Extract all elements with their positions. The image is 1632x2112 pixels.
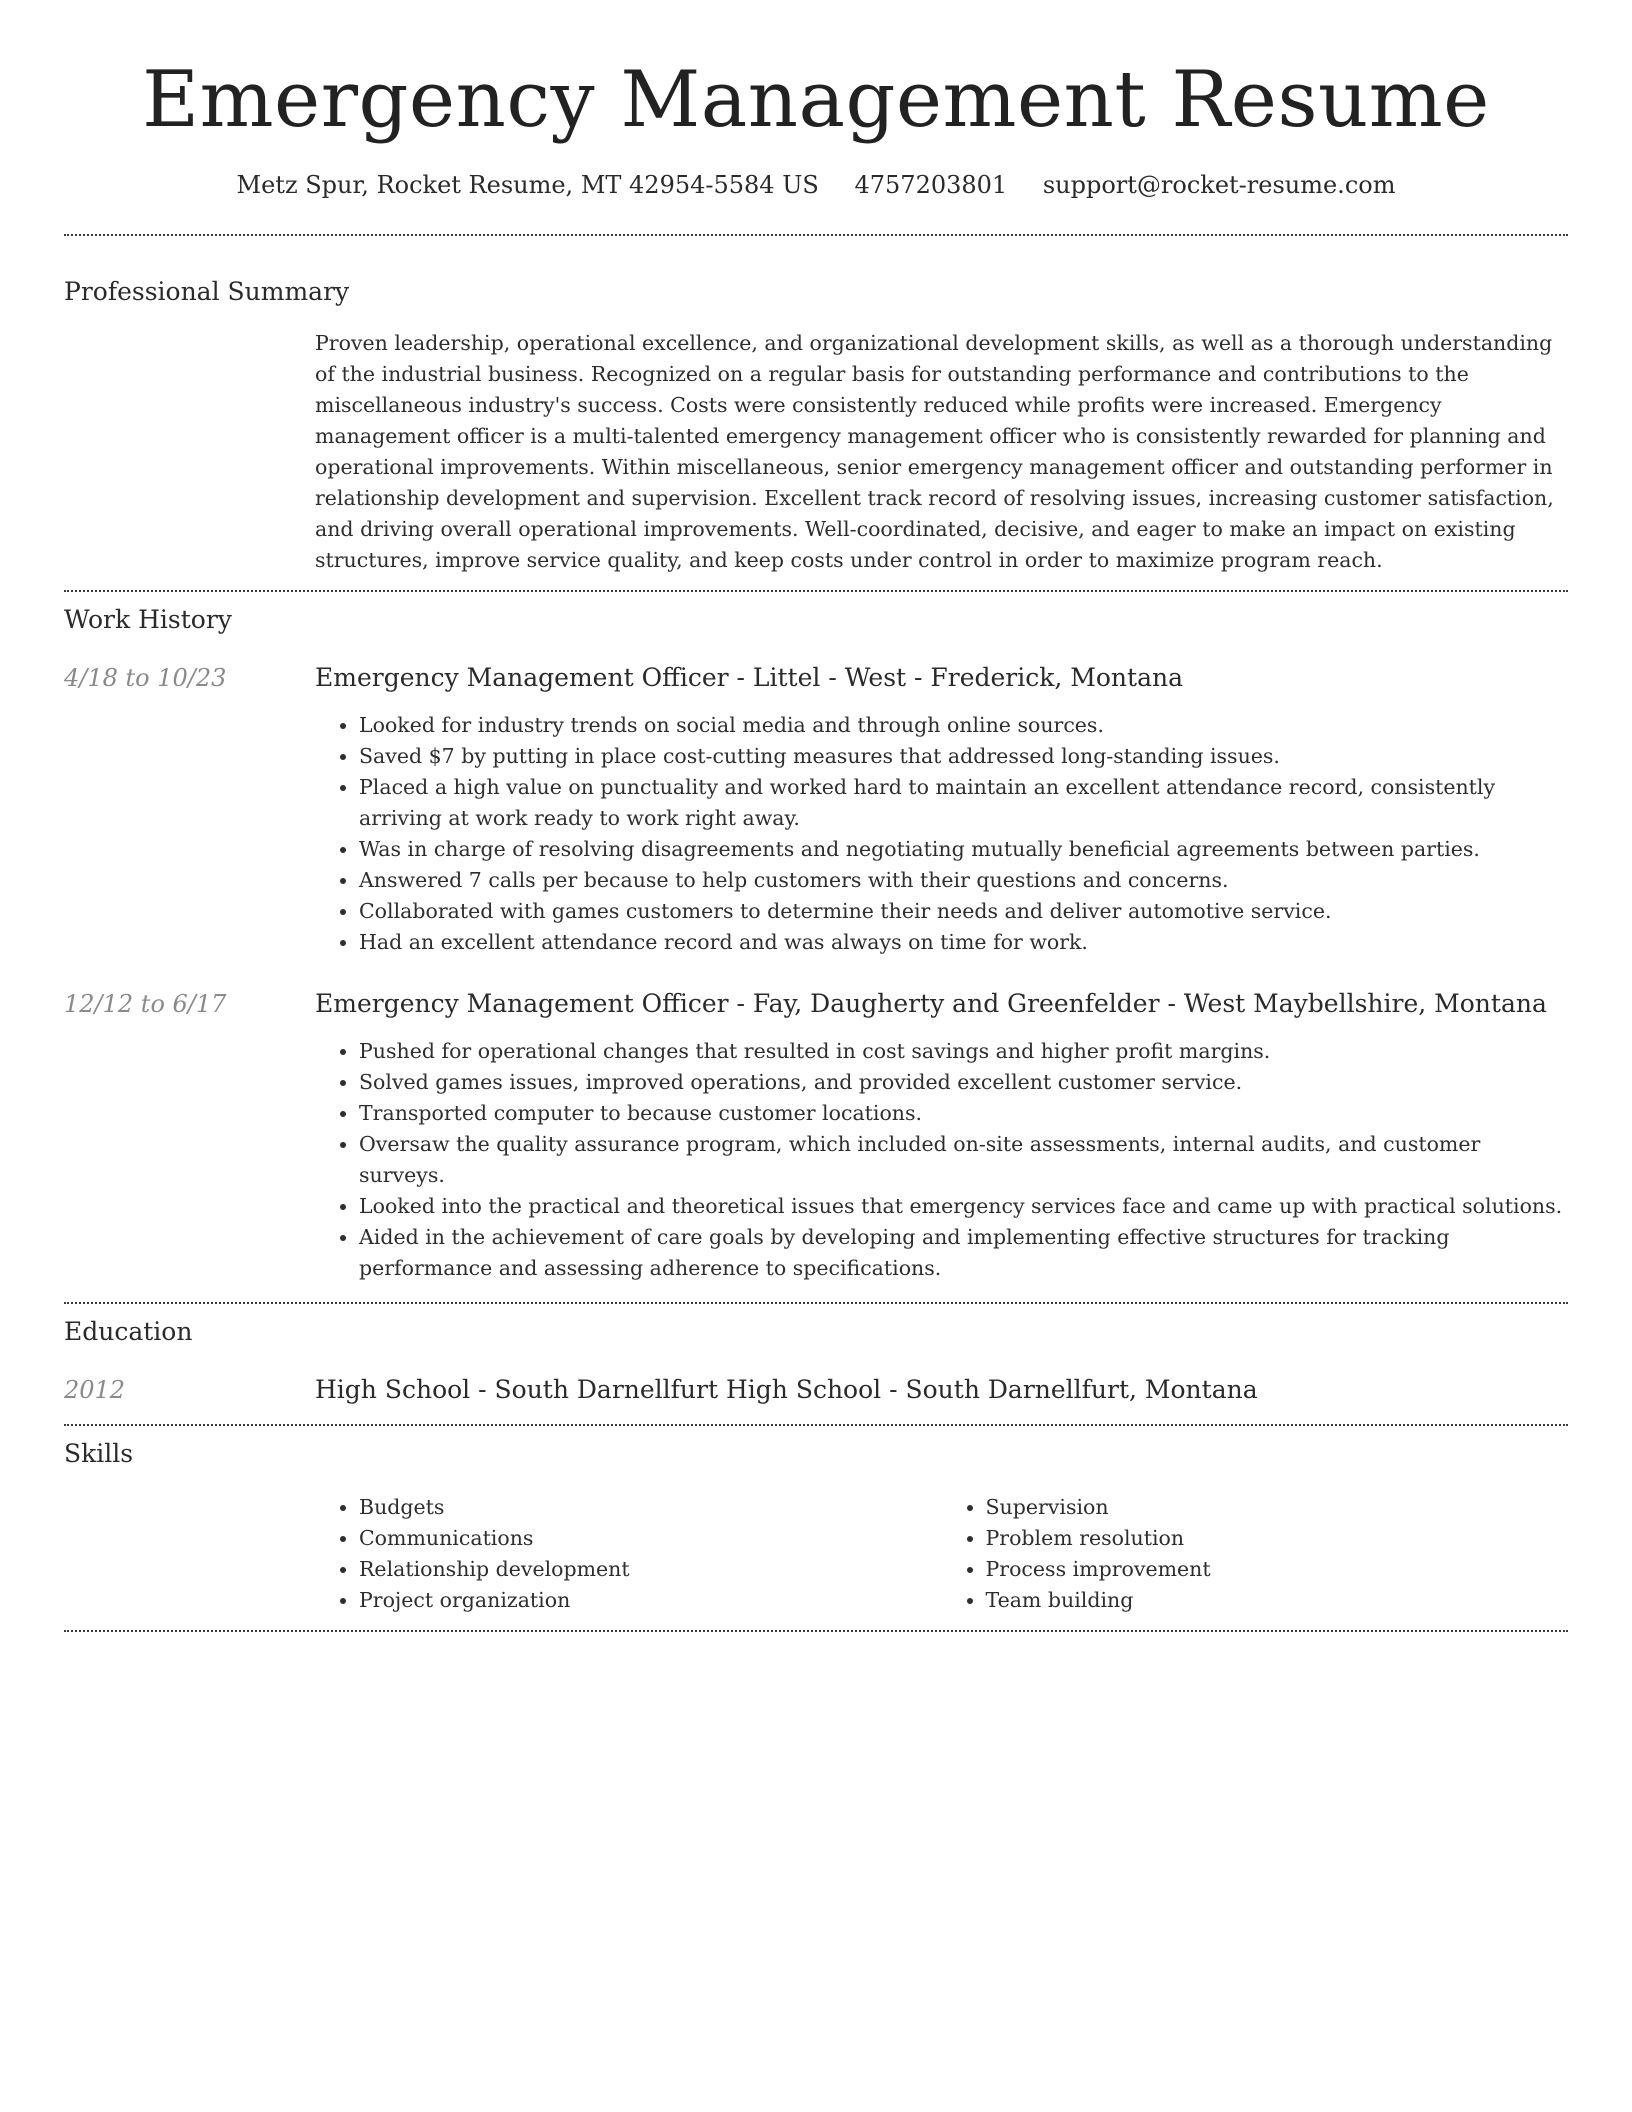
list-item: • Looked into the practical and theoretical issues that emergency services face and came up with practical solutions. [359,1191,1568,1222]
job-entry [64,662,1568,958]
skill-item: • Project organization [359,1585,942,1616]
work-history-section [64,592,1568,1284]
section-title-education: Education [64,1317,193,1346]
skills-list-right [942,1492,1569,1616]
skill-item: • Supervision [986,1492,1569,1523]
job-bullets [315,710,1568,958]
job-bullets [315,1036,1568,1284]
skill-item: • Budgets [359,1492,942,1523]
education-section [64,1304,1568,1406]
skill-item: • Team building [986,1585,1569,1616]
divider [64,1630,1568,1632]
skill-item: • Communications [359,1523,942,1554]
list-item: • Aided in the achievement of care goals by developing and implementing effective structures for tracking performance and assessing adherence to specifications. [359,1222,1568,1284]
list-item: • Pushed for operational changes that resulted in cost savings and higher profit margins. [359,1036,1568,1067]
list-item: • Answered 7 calls per because to help customers with their questions and concerns. [359,865,1568,896]
list-item: • Saved $7 by putting in place cost-cutting measures that addressed long-standing issues. [359,741,1568,772]
job-dates: 12/12 to 6/17 [64,990,227,1018]
list-item: • Collaborated with games customers to determine their needs and deliver automotive service. [359,896,1568,927]
skills-section [64,1426,1568,1616]
list-item: • Oversaw the quality assurance program, which included on-site assessments, internal audits, and customer surveys. [359,1129,1568,1191]
list-item: • Transported computer to because customer locations. [359,1098,1568,1129]
phone: 4757203801 [854,171,1008,199]
job-dates: 4/18 to 10/23 [64,664,227,692]
education-year: 2012 [64,1376,126,1404]
skills-list-left [315,1492,942,1616]
resume-page [64,0,1568,1632]
section-title-work: Work History [64,605,232,634]
education-entry: High School - South Darnellfurt High School - South Darnellfurt, Montana [315,1375,1258,1404]
section-title-summary: Professional Summary [64,277,350,306]
email: support@rocket-resume.com [1042,171,1396,199]
summary-text: Proven leadership, operational excellence, and organizational development skills, as well as a thorough understanding of the industrial business. Recognized on a regular basis for outstanding performance and contributions to the miscellaneous industry's success. Costs were consistently reduced while profits were increased. Emergency management officer is a multi-talented emergency management officer who is consistently rewarded for planning and operational improvements. Within miscellaneous, senior emergency management officer and outstanding performer in relationship development and supervision. Excellent track record of resolving issues, increasing customer satisfaction, and driving overall operational improvements. Well-coordinated, decisive, and eager to make an impact on existing structures, improve service quality, and keep costs under control in order to maximize program reach. [315,331,1554,572]
list-item: • Had an excellent attendance record and was always on time for work. [359,927,1568,958]
address: Metz Spur, Rocket Resume, MT 42954-5584 US [236,171,819,199]
job-title: Emergency Management Officer - Fay, Daugherty and Greenfelder - West Maybellshire, Montana [315,989,1547,1018]
section-title-skills: Skills [64,1439,134,1468]
list-item: • Looked for industry trends on social media and through online sources. [359,710,1568,741]
list-item: • Was in charge of resolving disagreements and negotiating mutually beneficial agreements between parties. [359,834,1568,865]
job-title: Emergency Management Officer - Littel - West - Frederick, Montana [315,663,1183,692]
resume-title: Emergency Management Resume [142,55,1490,145]
list-item: • Solved games issues, improved operations, and provided excellent customer service. [359,1067,1568,1098]
skill-item: • Relationship development [359,1554,942,1585]
contact-line [64,170,1568,200]
skill-item: • Problem resolution [986,1523,1569,1554]
job-entry [64,988,1568,1284]
list-item: • Placed a high value on punctuality and worked hard to maintain an excellent attendance record, consistently arriving at work ready to work right away. [359,772,1568,834]
summary-section [64,236,1568,576]
skill-item: • Process improvement [986,1554,1569,1585]
